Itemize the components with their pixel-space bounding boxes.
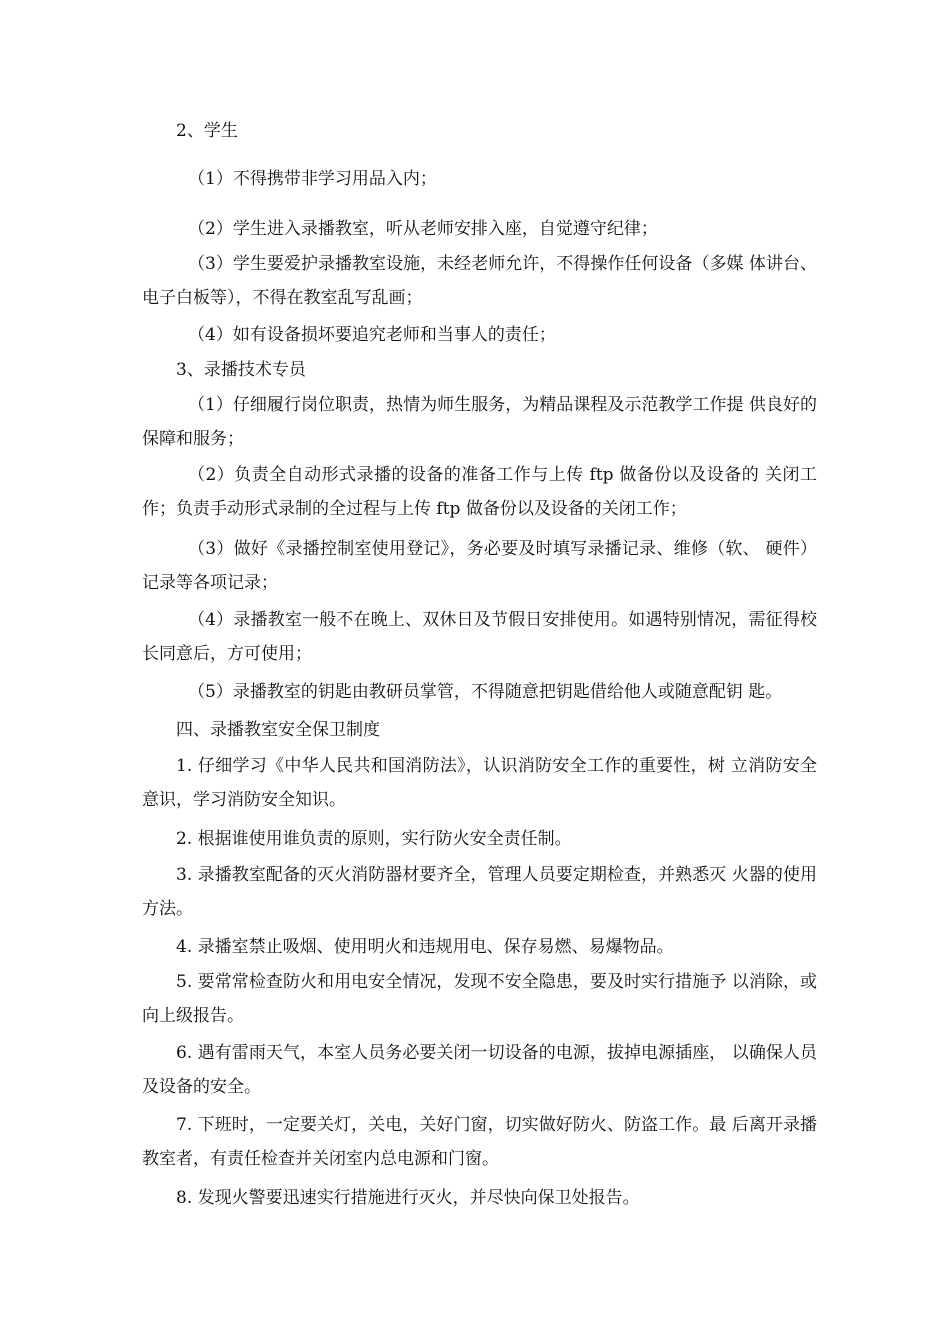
paragraph-safety-rule-5: 5. 要常常检查防火和用电安全情况，发现不安全隐患，要及时实行措施予 以消除，或向上级报告。 (142, 972, 817, 1026)
paragraph-specialist-duty-4: （4）录播教室一般不在晚上、双休日及节假日安排使用。如遇特别情况，需征得校长同意后，方可使用； (142, 610, 817, 664)
paragraph-safety-rule-7: 7. 下班时，一定要关灯，关电，关好门窗，切实做好防火、防盗工作。最 后离开录播教室者，有责任检查并关闭室内总电源和门窗。 (142, 1115, 817, 1169)
section-heading-safety: 四、录播教室安全保卫制度 (176, 720, 380, 740)
paragraph-student-rule-3: （3）学生要爱护录播教室设施，未经老师允许，不得操作任何设备（多媒 体讲台、电子白板等），不得在教室乱写乱画； (142, 254, 817, 308)
paragraph-student-rule-4: （4）如有设备损坏要追究老师和当事人的责任； (188, 325, 556, 345)
paragraph-specialist-duty-2: （2）负责全自动形式录播的设备的准备工作与上传 ftp 做备份以及设备的 关闭工作；负责手动形式录制的全过程与上传 ftp 做备份以及设备的关闭工作； (142, 465, 817, 519)
paragraph-student-rule-2: （2）学生进入录播教室，听从老师安排入座，自觉遵守纪律； (188, 219, 658, 239)
paragraph-safety-rule-2: 2. 根据谁使用谁负责的原则，实行防火安全责任制。 (176, 829, 572, 849)
paragraph-specialist-duty-3: （3）做好《录播控制室使用登记》，务必要及时填写录播记录、维修（软、 硬件）记录等各项记录； (142, 539, 817, 593)
section-heading-recording-specialist: 3、录播技术专员 (176, 360, 306, 380)
paragraph-specialist-duty-1: （1）仔细履行岗位职责，热情为师生服务，为精品课程及示范教学工作提 供良好的保障和服务； (142, 395, 817, 449)
paragraph-safety-rule-6: 6. 遇有雷雨天气，本室人员务必要关闭一切设备的电源，拔掉电源插座， 以确保人员及设备的安全。 (142, 1043, 817, 1097)
paragraph-safety-rule-1: 1. 仔细学习《中华人民共和国消防法》，认识消防安全工作的重要性，树 立消防安全意识，学习消防安全知识。 (142, 756, 817, 810)
section-heading-students: 2、学生 (176, 121, 238, 141)
paragraph-specialist-duty-5: （5）录播教室的钥匙由教研员掌管，不得随意把钥匙借给他人或随意配钥 匙。 (188, 682, 783, 702)
paragraph-safety-rule-4: 4. 录播室禁止吸烟、使用明火和违规用电、保存易燃、易爆物品。 (176, 937, 674, 957)
paragraph-safety-rule-3: 3. 录播教室配备的灭火消防器材要齐全，管理人员要定期检查，并熟悉灭 火器的使用方法。 (142, 865, 817, 919)
paragraph-student-rule-1: （1）不得携带非学习用品入内； (188, 169, 437, 189)
paragraph-safety-rule-8: 8. 发现火警要迅速实行措施进行灭火，并尽快向保卫处报告。 (176, 1188, 640, 1208)
